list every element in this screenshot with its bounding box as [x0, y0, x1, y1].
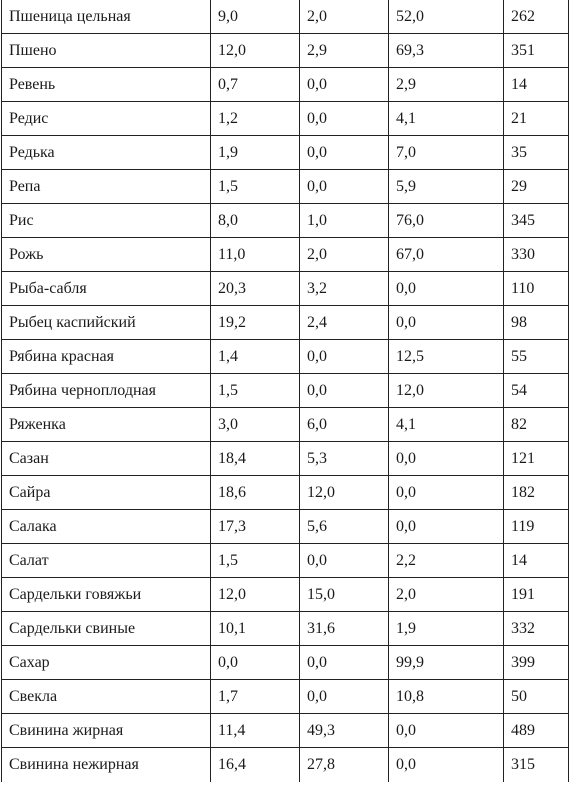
fat-cell: 0,0: [300, 374, 389, 408]
product-name-cell: Редька: [2, 136, 211, 170]
fat-cell: 0,0: [300, 646, 389, 680]
calories-cell: 399: [504, 646, 569, 680]
protein-cell: 0,7: [211, 68, 300, 102]
table-row: [2, 238, 569, 272]
fat-cell: 5,6: [300, 510, 389, 544]
product-name-cell: Ряженка: [2, 408, 211, 442]
product-name-cell: Рыба-сабля: [2, 272, 211, 306]
table-row: [2, 646, 569, 680]
carbs-cell: 69,3: [389, 34, 504, 68]
protein-cell: 10,1: [211, 612, 300, 646]
product-name-cell: Рябина красная: [2, 340, 211, 374]
product-name-cell: Сардельки свиные: [2, 612, 211, 646]
product-name-cell: Сахар: [2, 646, 211, 680]
protein-cell: 12,0: [211, 578, 300, 612]
carbs-cell: 76,0: [389, 204, 504, 238]
product-name-cell: Ревень: [2, 68, 211, 102]
carbs-cell: 67,0: [389, 238, 504, 272]
carbs-cell: 0,0: [389, 510, 504, 544]
table-row: [2, 476, 569, 510]
protein-cell: 3,0: [211, 408, 300, 442]
fat-cell: 2,9: [300, 34, 389, 68]
table-row: [2, 306, 569, 340]
product-name-cell: Салака: [2, 510, 211, 544]
product-name-cell: Сайра: [2, 476, 211, 510]
fat-cell: 3,2: [300, 272, 389, 306]
protein-cell: 18,6: [211, 476, 300, 510]
carbs-cell: 52,0: [389, 0, 504, 34]
protein-cell: 19,2: [211, 306, 300, 340]
product-name-cell: Рожь: [2, 238, 211, 272]
product-name-cell: Сазан: [2, 442, 211, 476]
carbs-cell: 5,9: [389, 170, 504, 204]
carbs-cell: 12,5: [389, 340, 504, 374]
fat-cell: 0,0: [300, 680, 389, 714]
protein-cell: 1,4: [211, 340, 300, 374]
fat-cell: 0,0: [300, 102, 389, 136]
table-row: [2, 340, 569, 374]
calories-cell: 82: [504, 408, 569, 442]
protein-cell: 1,7: [211, 680, 300, 714]
calories-cell: 489: [504, 714, 569, 748]
calories-cell: 345: [504, 204, 569, 238]
table-row: [2, 68, 569, 102]
fat-cell: 31,6: [300, 612, 389, 646]
protein-cell: 1,9: [211, 136, 300, 170]
table-row: [2, 170, 569, 204]
calories-cell: 121: [504, 442, 569, 476]
carbs-cell: 4,1: [389, 102, 504, 136]
carbs-cell: 12,0: [389, 374, 504, 408]
protein-cell: 16,4: [211, 748, 300, 783]
table-row: [2, 374, 569, 408]
fat-cell: 27,8: [300, 748, 389, 783]
fat-cell: 0,0: [300, 136, 389, 170]
product-name-cell: Рыбец каспийский: [2, 306, 211, 340]
table-row: [2, 0, 569, 34]
calories-cell: 119: [504, 510, 569, 544]
carbs-cell: 0,0: [389, 442, 504, 476]
product-name-cell: Сардельки говяжьи: [2, 578, 211, 612]
table-row: [2, 510, 569, 544]
calories-cell: 332: [504, 612, 569, 646]
product-name-cell: Репа: [2, 170, 211, 204]
carbs-cell: 0,0: [389, 306, 504, 340]
nutrition-table: [1, 0, 569, 782]
table-row: [2, 204, 569, 238]
table-row: [2, 612, 569, 646]
protein-cell: 11,4: [211, 714, 300, 748]
carbs-cell: 2,2: [389, 544, 504, 578]
carbs-cell: 0,0: [389, 748, 504, 783]
fat-cell: 0,0: [300, 68, 389, 102]
calories-cell: 191: [504, 578, 569, 612]
protein-cell: 17,3: [211, 510, 300, 544]
carbs-cell: 10,8: [389, 680, 504, 714]
product-name-cell: Салат: [2, 544, 211, 578]
product-name-cell: Редис: [2, 102, 211, 136]
fat-cell: 49,3: [300, 714, 389, 748]
fat-cell: 15,0: [300, 578, 389, 612]
product-name-cell: Рябина черноплодная: [2, 374, 211, 408]
calories-cell: 98: [504, 306, 569, 340]
carbs-cell: 7,0: [389, 136, 504, 170]
calories-cell: 50: [504, 680, 569, 714]
protein-cell: 11,0: [211, 238, 300, 272]
calories-cell: 182: [504, 476, 569, 510]
carbs-cell: 99,9: [389, 646, 504, 680]
table-row: [2, 102, 569, 136]
table-row: [2, 408, 569, 442]
table-row: [2, 544, 569, 578]
protein-cell: 1,5: [211, 170, 300, 204]
carbs-cell: 1,9: [389, 612, 504, 646]
calories-cell: 35: [504, 136, 569, 170]
protein-cell: 18,4: [211, 442, 300, 476]
calories-cell: 14: [504, 68, 569, 102]
carbs-cell: 2,0: [389, 578, 504, 612]
table-row: [2, 34, 569, 68]
protein-cell: 9,0: [211, 0, 300, 34]
fat-cell: 2,0: [300, 238, 389, 272]
calories-cell: 54: [504, 374, 569, 408]
protein-cell: 12,0: [211, 34, 300, 68]
protein-cell: 0,0: [211, 646, 300, 680]
calories-cell: 55: [504, 340, 569, 374]
protein-cell: 1,2: [211, 102, 300, 136]
table-row: [2, 714, 569, 748]
calories-cell: 262: [504, 0, 569, 34]
calories-cell: 14: [504, 544, 569, 578]
fat-cell: 12,0: [300, 476, 389, 510]
protein-cell: 1,5: [211, 374, 300, 408]
fat-cell: 1,0: [300, 204, 389, 238]
calories-cell: 110: [504, 272, 569, 306]
fat-cell: 0,0: [300, 340, 389, 374]
fat-cell: 0,0: [300, 170, 389, 204]
calories-cell: 29: [504, 170, 569, 204]
nutrition-table-body: [2, 0, 569, 782]
calories-cell: 315: [504, 748, 569, 783]
product-name-cell: Пшено: [2, 34, 211, 68]
fat-cell: 6,0: [300, 408, 389, 442]
product-name-cell: Рис: [2, 204, 211, 238]
product-name-cell: Свекла: [2, 680, 211, 714]
protein-cell: 20,3: [211, 272, 300, 306]
calories-cell: 330: [504, 238, 569, 272]
protein-cell: 1,5: [211, 544, 300, 578]
product-name-cell: Свинина нежирная: [2, 748, 211, 783]
carbs-cell: 0,0: [389, 272, 504, 306]
product-name-cell: Свинина жирная: [2, 714, 211, 748]
carbs-cell: 0,0: [389, 476, 504, 510]
fat-cell: 0,0: [300, 544, 389, 578]
carbs-cell: 4,1: [389, 408, 504, 442]
table-row: [2, 272, 569, 306]
table-row: [2, 136, 569, 170]
table-row: [2, 680, 569, 714]
fat-cell: 2,0: [300, 0, 389, 34]
carbs-cell: 0,0: [389, 714, 504, 748]
calories-cell: 21: [504, 102, 569, 136]
table-row: [2, 748, 569, 783]
product-name-cell: Пшеница цельная: [2, 0, 211, 34]
calories-cell: 351: [504, 34, 569, 68]
table-row: [2, 578, 569, 612]
protein-cell: 8,0: [211, 204, 300, 238]
fat-cell: 2,4: [300, 306, 389, 340]
carbs-cell: 2,9: [389, 68, 504, 102]
fat-cell: 5,3: [300, 442, 389, 476]
table-row: [2, 442, 569, 476]
